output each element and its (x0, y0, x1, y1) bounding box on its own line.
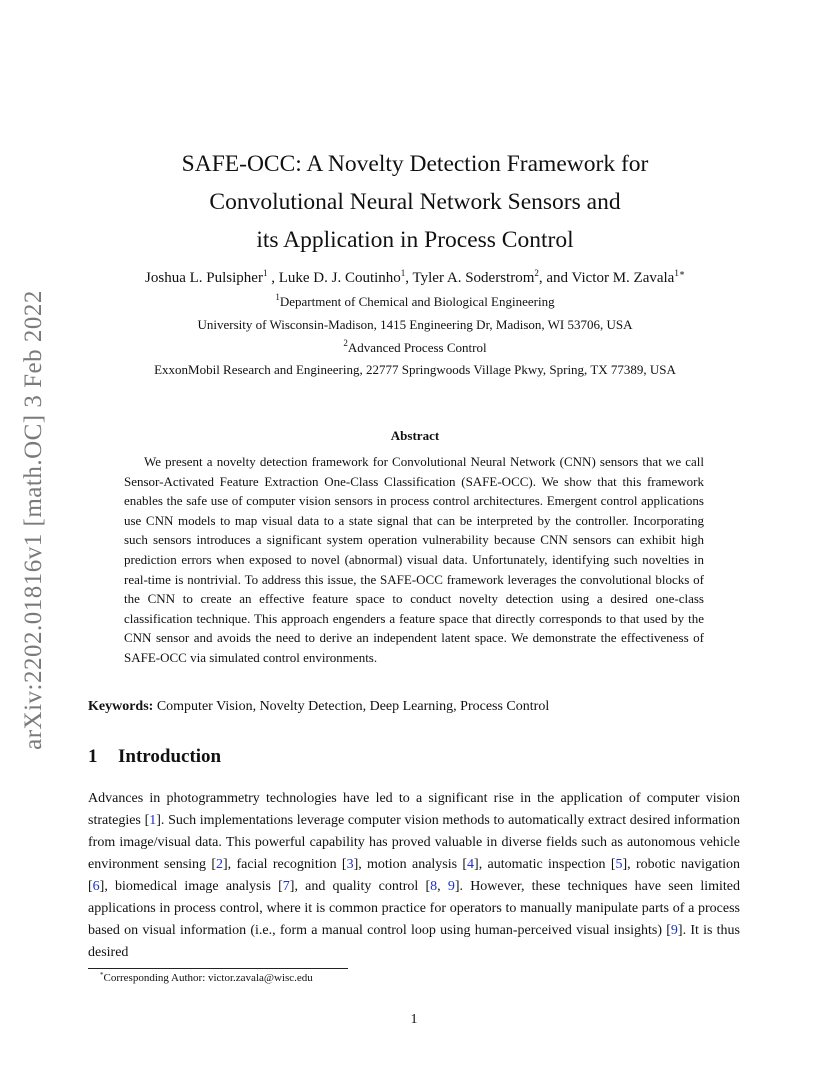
citation-link[interactable]: 2 (216, 857, 224, 872)
intro-text: ], motion analysis [ (353, 857, 468, 872)
affiliation-2 (90, 339, 740, 357)
intro-text: Advances in photogrammetry technologies have led to a significant rise in the application of computer vision strategies [ (88, 791, 740, 828)
abstract-heading: Abstract (390, 428, 440, 443)
intro-text: ]. It is thus desired (88, 923, 741, 960)
title-line-3: its Application in Process Control (256, 227, 574, 253)
author-3: , Tyler A. Soderstrom (405, 270, 535, 286)
footnote (100, 972, 313, 984)
affiliation-2-name: Advanced Process Control (347, 340, 487, 355)
author-list (90, 268, 740, 288)
paper-title (90, 145, 740, 259)
keywords-label: Keywords: (88, 699, 154, 714)
page-number: 1 (410, 1012, 418, 1027)
affiliation-1-address: University of Wisconsin-Madison, 1415 Engineering Dr, Madison, WI 53706, USA (197, 317, 633, 332)
footnote-text: Corresponding Author: victor.zavala@wisc.edu (103, 972, 313, 984)
affiliation-1-name: Department of Chemical and Biological Engineering (279, 294, 555, 309)
intro-text: , (437, 879, 448, 894)
citation-link[interactable]: 9 (670, 923, 678, 938)
author-4-affil: 1∗ (674, 268, 685, 278)
abstract-body: We present a novelty detection framework for Convolutional Neural Network (CNN) sensors that we call Sensor-Activated Feature Extraction One-Class Classification (SAFE-OCC). We show that this framework enables the safe use of computer vision sensors in process control architectures. Emergent control applications use CNN models to map visual data to a state signal that can be interpreted by the controller. Incorporating such sensors introduces a significant system operation vulnerability because CNN sensors can exhibit high prediction errors when exposed to novel (abnormal) visual data. Unfortunately, identifying such novelties in real-time is nontrivial. To address this issue, the SAFE-OCC framework leverages the convolutional blocks of the CNN to create an effective feature space to conduct novelty detection using a desired one-class classification technique. This approach engenders a feature space that directly corresponds to that used by the CNN sensor and avoids the need to derive an independent latent space. We demonstrate the effectiveness of SAFE-OCC via simulated control environments. (124, 454, 704, 665)
intro-text: ], automatic inspection [ (474, 857, 616, 872)
affiliation-1 (90, 293, 740, 311)
citation-link[interactable]: 4 (467, 857, 475, 872)
citation-link[interactable]: 5 (615, 857, 623, 872)
author-1: Joshua L. Pulsipher (145, 270, 263, 286)
footnote-rule (88, 968, 348, 969)
keywords-text: Computer Vision, Novelty Detection, Deep Learning, Process Control (153, 699, 550, 714)
section-title: Introduction (118, 746, 222, 767)
intro-text: ], biomedical image analysis [ (99, 879, 283, 894)
citation-link[interactable]: 6 (92, 879, 100, 894)
title-line-2: Convolutional Neural Network Sensors and (209, 189, 621, 215)
citation-link[interactable]: 3 (346, 857, 354, 872)
citation-link[interactable]: 8 (430, 879, 438, 894)
arxiv-sidebar-stamp (14, 270, 54, 770)
affiliation-1-mark: 1 (275, 292, 280, 302)
keywords (88, 697, 740, 717)
citation-link[interactable]: 9 (447, 879, 455, 894)
affiliation-2-address: ExxonMobil Research and Engineering, 22777 Springwoods Village Pkwy, Spring, TX 77389, USA (154, 362, 676, 377)
intro-text: ]. However, these techniques have seen limited applications in process control, where it is common practice for operators to manually manipulate parts of a process based on visual information (i.e., form a manual control loop using human-perceived visual insights) [ (88, 879, 741, 938)
intro-text: ], robotic navigation [ (88, 857, 740, 894)
author-4: , and Victor M. Zavala (538, 270, 675, 286)
footnote-mark: * (100, 971, 104, 979)
intro-text: ]. Such implementations leverage computer vision methods to automatically extract desired information from image/visual data. This powerful capability has proved valuable in diverse fields such as autonomous vehicle environment sensing [ (88, 813, 740, 872)
citation-link[interactable]: 1 (149, 813, 157, 828)
author-2: , Luke D. J. Coutinho (271, 270, 401, 286)
citation-link[interactable]: 7 (282, 879, 290, 894)
title-line-1: SAFE-OCC: A Novelty Detection Framework for (181, 151, 649, 177)
affiliation-2-mark: 2 (343, 338, 348, 348)
section-number: 1 (88, 746, 98, 767)
section-heading (88, 746, 221, 768)
author-2-affil: 1 (400, 268, 406, 278)
intro-paragraph (88, 788, 740, 964)
author-3-affil: 2 (534, 268, 539, 278)
intro-text: ], facial recognition [ (223, 857, 347, 872)
arxiv-identifier: arXiv:2202.01816v1 [math.OC] 3 Feb 2022 (20, 290, 47, 750)
intro-text: ], and quality control [ (289, 879, 431, 894)
author-1-affil: 1 (262, 268, 268, 278)
